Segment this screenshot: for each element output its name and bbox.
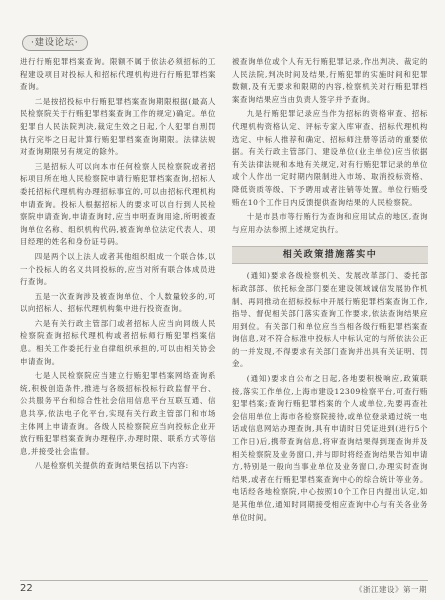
- paragraph: 八是检察机关提供的查询结果包括以下内容:: [34, 461, 189, 471]
- paragraph: 三是招标人可以向本市任何检察人民检察院或者招标项目所在地人民检察院申请行贿犯罪档案查询,招标人委托招标代理机构办理招标事宜的,可以由招标代理机构申请查询。投标人根据招标人的要求可以自行到人民检察院申请查询,申请查询时,应当申明查询用途,所明被查询单位名称、组织机构代码,被查询单位法定代表人、项目经理的姓名和身份证号码。: [20, 161, 216, 247]
- page-number: 22: [20, 583, 33, 594]
- journal-issue-label: 《浙江建设》第一期: [355, 585, 427, 594]
- paragraph: 二是按招投标中行贿犯罪档案查询期限根据(最高人民检察院关于行贿犯罪档案查询工作的规定)确定。单位犯罪自人民法院判决,裁定生效之日起,个人犯罪自刑罚执行完毕之日起计算行贿犯罪档案查询期限。法律法规对查询期限另有规定的除外。: [20, 96, 216, 157]
- paragraph: 被查询单位或个人有无行贿犯罪记录,作出判决、裁定的人民法院,判决时间及结果,行贿犯罪的实施时间和犯罪数额,及有无要求和限期的内容,检察机关对行贿犯罪档案查询结果应当由负责人签字并予查询。: [232, 57, 428, 104]
- paragraph: 七是人民检察院应当建立行贿犯罪档案网络查询系统,积极创造条件,推进与各级招标投标行政监督平台、公共服务平台和综合性社会信用信息平台互联互通、信息共享,依法电子化平台,实现有关行政主管部门和市场主体网上申请查询。各级人民检察院应当向投标企业开放行贿犯罪档案查询办理程序,办理时限、联系方式等信息,并接受社会监督。: [20, 371, 216, 456]
- paragraph: (通知)要求自公布之日起,各地要积极响应,政策联接,落实工作单位,上海市建设12309检察平台,可查行贿犯罪档案;查询行贿犯罪档案的个人或单位,先要再查社会信用单位上海市各检察院接待,或单位登录通过统一电话或信息网站办理查询,具有申请时日凭证进到(进行5个工作日)后,携带查询信息,将审查询结果得到现查询并及相关检察院及业务窗口,并与即时将经查询结果告知申请方,特别是一般向当事业单位及业务窗口,办理实时查询结果,或者在行贿犯罪档案查询中心的综合统计等业务。电话经各地检察院,中心按照10个工作日内提出认定,如是其他单位,通知时同期接受相应查询中心与有关各业务单位时间。: [232, 374, 428, 522]
- right-column: [232, 56, 428, 588]
- paragraph: 九是行贿犯罪记录应当作为招标的资格审查、招标代理机构资格认定、评标专家入库审查、招标代理机构选定、中标人推荐和确定、招标师注册等活动的重要依据。有关行政主管部门、建设单位(业主单位)应当依据有关法律法规和本地有关规定,对有行贿犯罪记录的单位或个人作出一定时期内限制进入市场、取消投标资格、降低资质等级、下予聘用或者注销等处置。单位行贿受贿在10个工作日内反馈提供查询结果的人民检察院。: [232, 109, 428, 207]
- paragraph: 四是两个以上法人或者其他组织组成一个联合体,以一个投标人的名义共同投标的,应当对所有联合体成员进行查询。: [20, 251, 216, 287]
- left-column: [20, 56, 216, 588]
- paragraph: 五是一次查询涉及被查询单位、个人数量较多的,可以向招标人、招标代理机构集中进行投资查询。: [20, 291, 216, 314]
- footer-divider: [20, 580, 428, 581]
- paragraph: (通知)要求各级检察机关、发展改革部门、委托部标政部部、依托标金部门要在建设领域诚信发展协作机制、再同推动在招标投标中开展行贿犯罪档案查询工作,指导、督促相关部门落实查询工作要求,依法查询结果应用到位。有关部门和单位应当当相各级行贿犯罪档案查询信息,对不符合标准中投标人中标认定的与所依法公正的一并发现,不得要求有关部门查询并出具有关证明、罚金。: [232, 271, 428, 369]
- paragraph: 十是市县市等行贿行为查询和应用试点的地区,查询与应用办法参照上述规定执行。: [232, 212, 428, 234]
- paragraph: 六是有关行政主管部门或者招标人应当向同级人民检察院查询招标代理机构或者招标师行贿犯罪档案信息。相关工作委托行业自律组织承担的,可以由相关协会申请查询。: [20, 318, 216, 366]
- section-tag: ·建设论坛·: [22, 35, 88, 51]
- section-heading: 相关政策措施落实中: [232, 246, 428, 264]
- paragraph: 进行行贿犯罪档案查询。限额不属于依法必须招标的工程建设项目对投标人和招标代理机构进行行贿犯罪档案查询。: [20, 57, 216, 92]
